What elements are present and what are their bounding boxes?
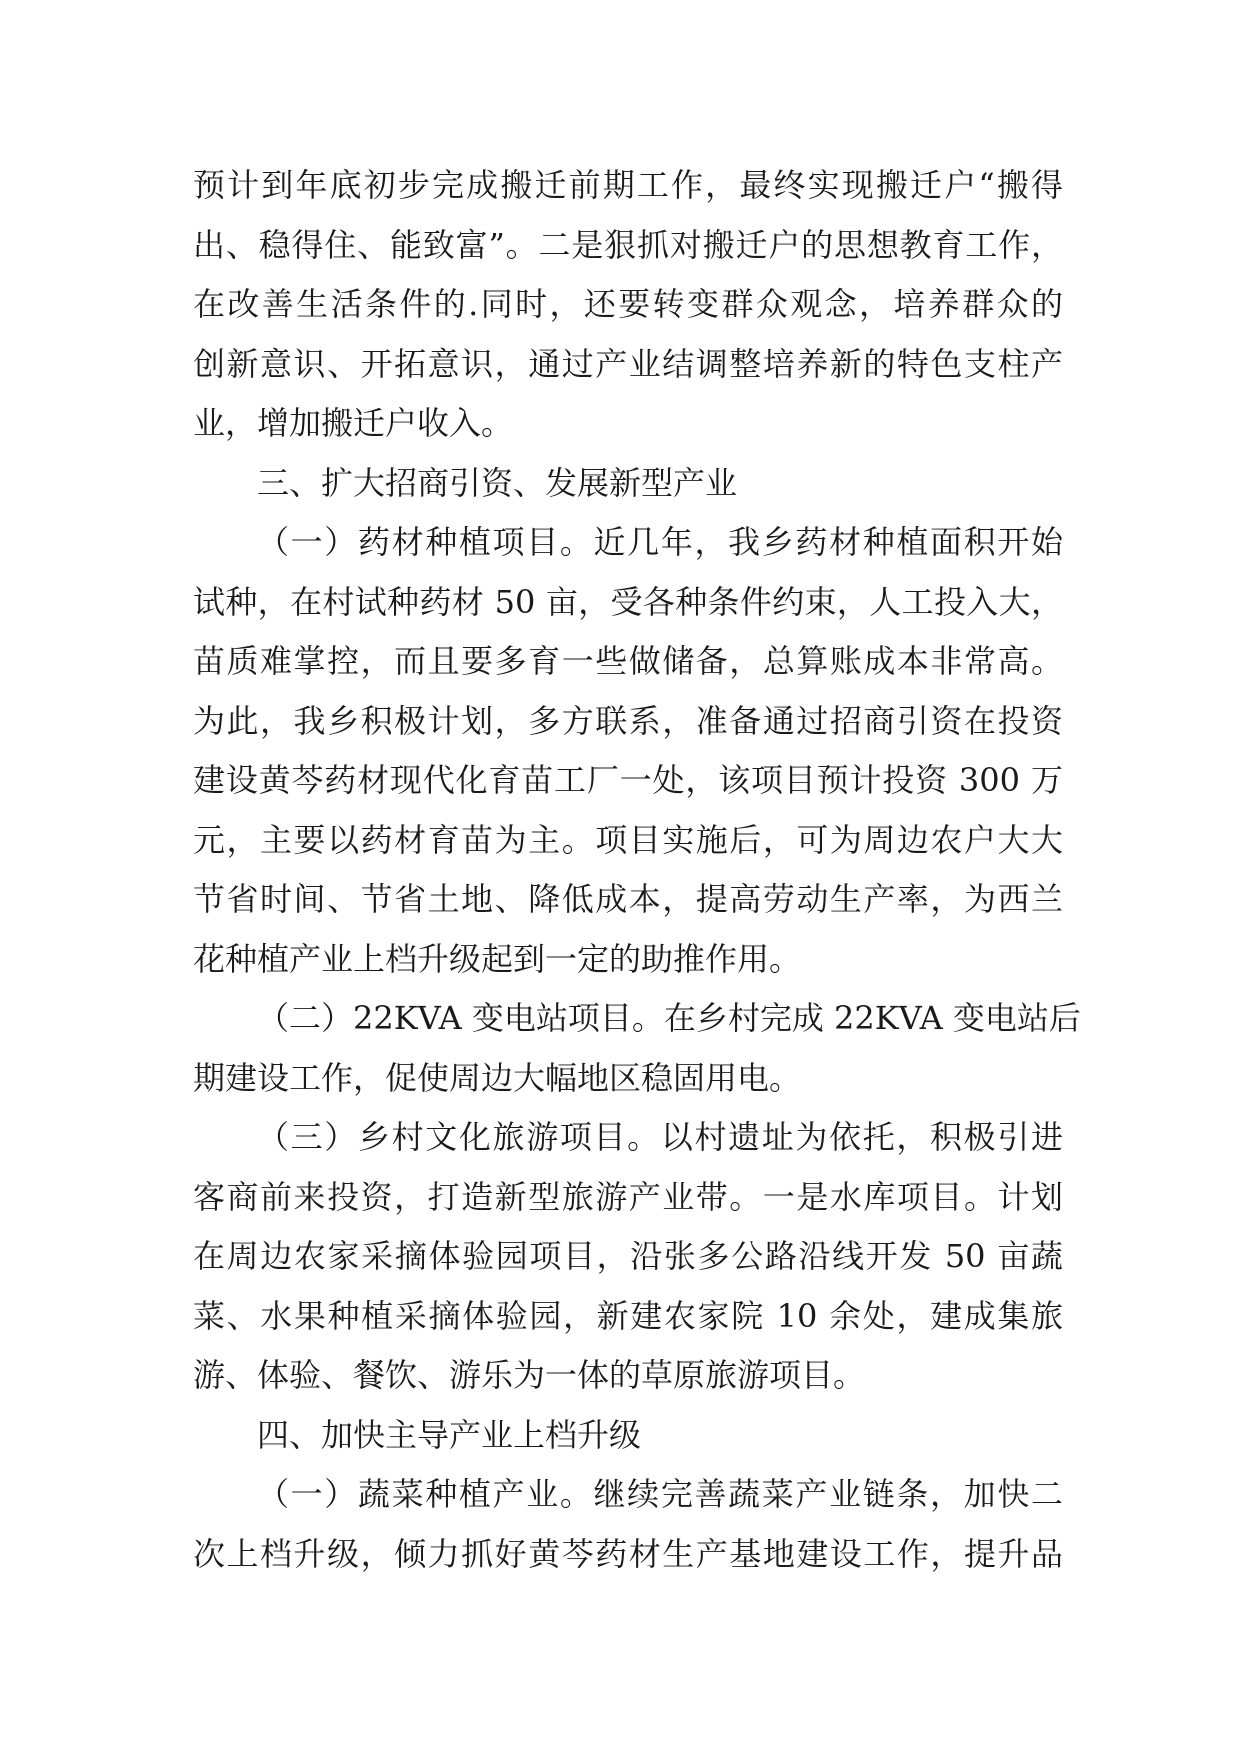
section-heading: 四、加快主导产业上档升级 xyxy=(257,1415,642,1454)
text-line: 业，增加搬迁户收入。 xyxy=(193,404,514,442)
text-line: 节省时间、节省土地、降低成本，提高劳动生产率，为西兰 xyxy=(193,880,1063,918)
text-line: 在周边农家采摘体验园项目，沿张多公路沿线开发 50 亩蔬 xyxy=(193,1237,1063,1275)
text-line: 在改善生活条件的.同时，还要转变群众观念，培养群众的 xyxy=(193,285,1063,323)
text-line: 苗质难掌控，而且要多育一些做储备，总算账成本非常高。 xyxy=(193,642,1063,680)
body-text xyxy=(193,156,1081,1584)
text-line: 次上档升级，倾力抓好黄芩药材生产基地建设工作，提升品 xyxy=(193,1534,1063,1573)
text-line: 预计到年底初步完成搬迁前期工作，最终实现搬迁户“搬得 xyxy=(193,166,1063,204)
text-line: （二）22KVA 变电站项目。在乡村完成 22KVA 变电站后 xyxy=(257,999,1081,1037)
text-line: （三）乡村文化旅游项目。以村遗址为依托，积极引进 xyxy=(257,1118,1063,1156)
text-line: 游、体验、餐饮、游乐为一体的草原旅游项目。 xyxy=(193,1356,866,1394)
text-line: （一）药材种植项目。近几年，我乡药材种植面积开始 xyxy=(257,523,1063,561)
text-line: 出、稳得住、能致富”。二是狠抓对搬迁户的思想教育工作， xyxy=(193,225,1063,264)
text-line: 建设黄芩药材现代化育苗工厂一处，该项目预计投资 300 万 xyxy=(193,761,1063,799)
text-line: 花种植产业上档升级起到一定的助推作用。 xyxy=(193,939,802,978)
text-line: 期建设工作，促使周边大幅地区稳固用电。 xyxy=(193,1058,802,1097)
section-heading: 三、扩大招商引资、发展新型产业 xyxy=(257,463,738,502)
text-line: 元，主要以药材育苗为主。项目实施后，可为周边农户大大 xyxy=(193,820,1063,859)
text-line: 菜、水果种植采摘体验园，新建农家院 10 余处，建成集旅 xyxy=(193,1296,1063,1335)
text-line: （一）蔬菜种植产业。继续完善蔬菜产业链条，加快二 xyxy=(257,1475,1063,1513)
text-line: 试种，在村试种药材 50 亩，受各种条件约束，人工投入大， xyxy=(193,582,1063,621)
text-line: 创新意识、开拓意识，通过产业结调整培养新的特色支柱产 xyxy=(193,344,1063,383)
text-line: 为此，我乡积极计划，多方联系，准备通过招商引资在投资 xyxy=(193,701,1063,740)
text-line: 客商前来投资，打造新型旅游产业带。一是水库项目。计划 xyxy=(193,1177,1063,1216)
